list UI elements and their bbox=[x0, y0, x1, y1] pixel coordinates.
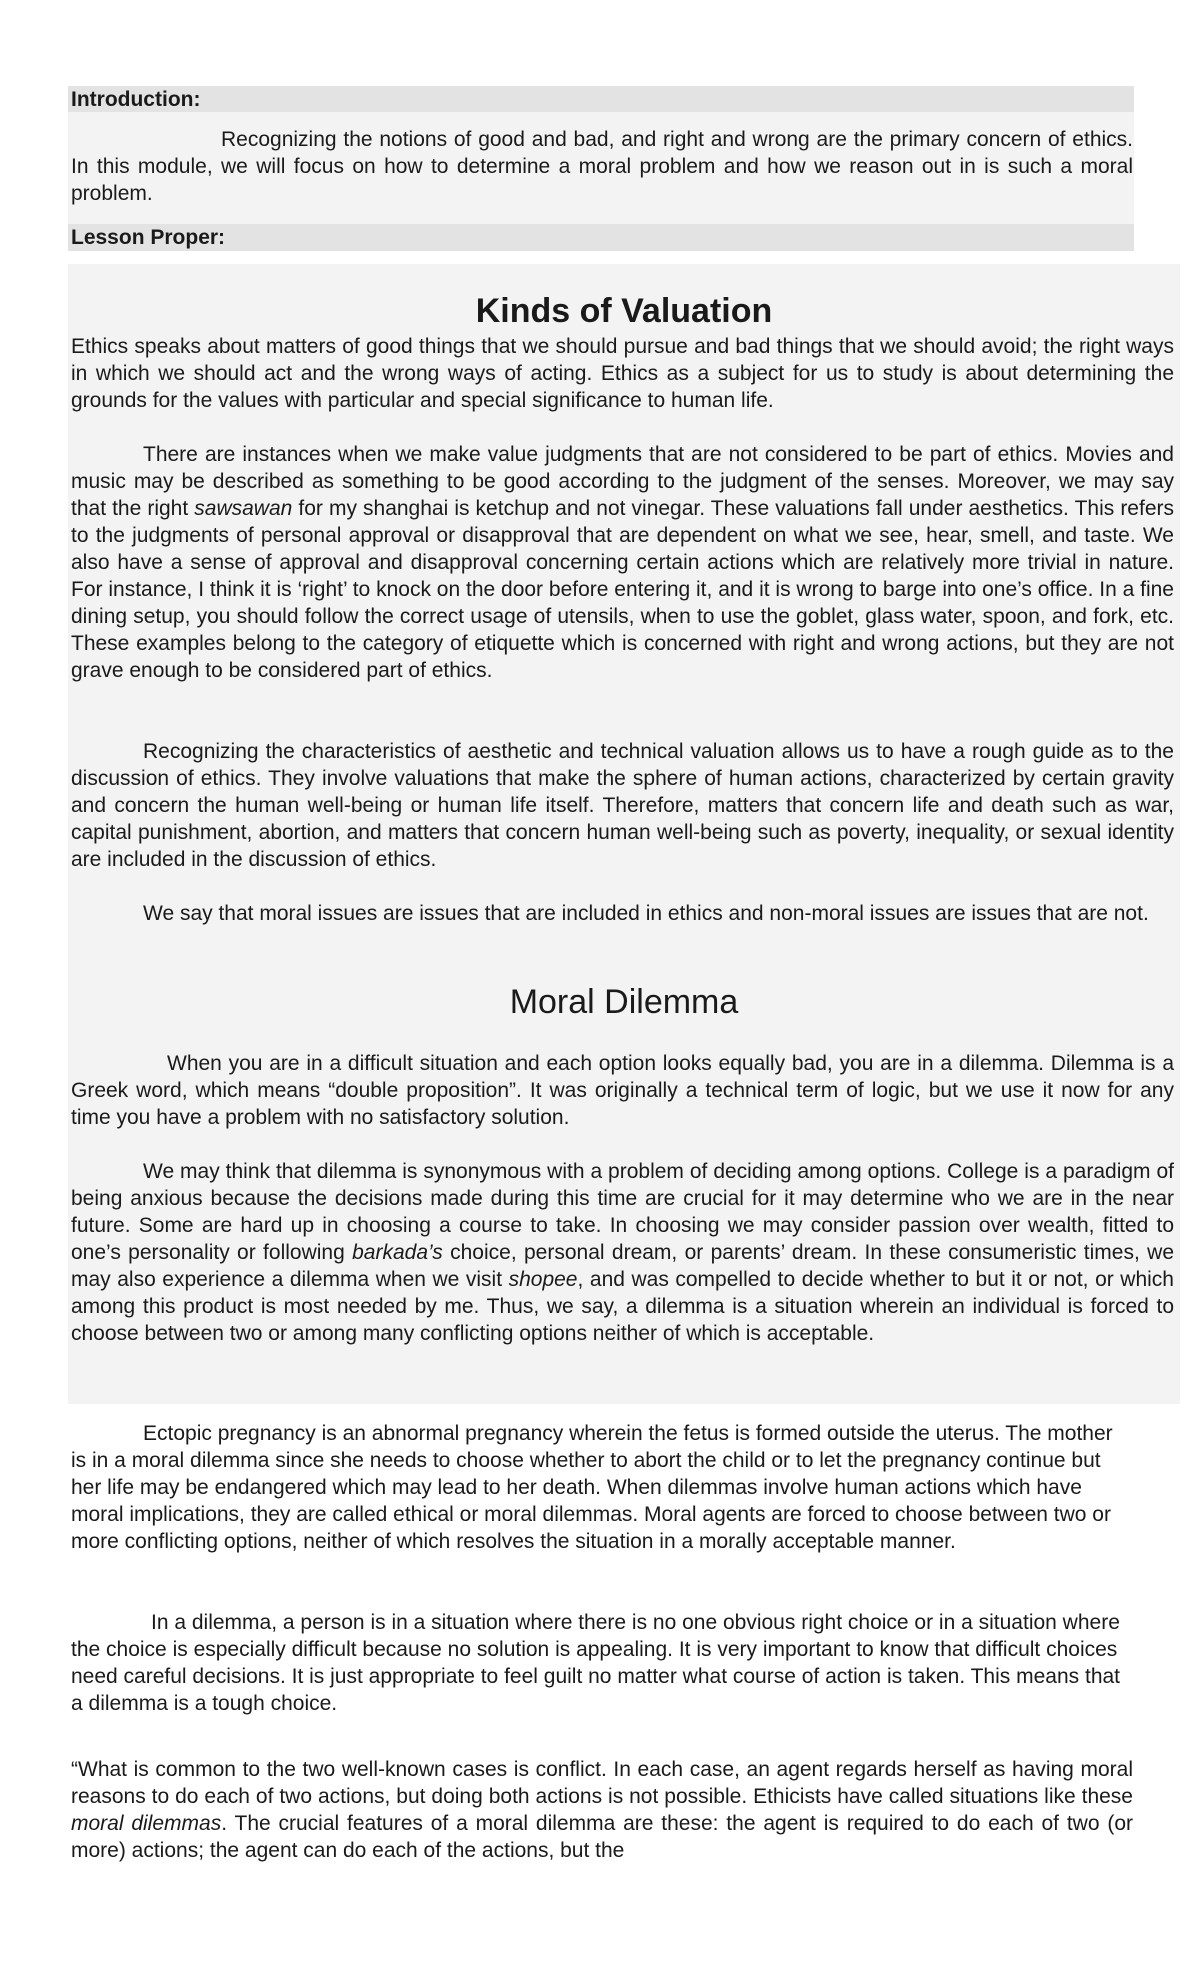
moral-dilemma-title: Moral Dilemma bbox=[509, 983, 739, 1021]
dilemma-paragraph-1: When you are in a difficult situation and each option looks equally bad, you are in a dilemma. Dilemma is a Greek word, which means “double proposition”. It was originally a technical term of logic, but we use it now for any time you have a problem with no satisfactory solution. bbox=[71, 1052, 1174, 1129]
moral-dilemmas-term: moral dilemmas bbox=[71, 1812, 222, 1835]
introduction-heading: Introduction: bbox=[68, 86, 1134, 113]
dilemma-paragraph-4: In a dilemma, a person is in a situation where there is no one obvious right choice or in a situation where the choice is especially difficult because no solution is appealing. It is very important to know that difficult choices need careful decisions. It is just appropriate to feel guilt no matter what course of action is taken. This means that a dilemma is a tough choice. bbox=[71, 1611, 1121, 1715]
dilemma-paragraph-3: Ectopic pregnancy is an abnormal pregnancy wherein the fetus is formed outside the uterus. The mother is in a moral dilemma since she needs to choose whether to abort the child or to let the pregnancy continue but her life may be endangered which may lead to her death. When dilemmas involve human actions which have moral implications, they are called ethical or moral dilemmas. Moral agents are forced to choose between two or more conflicting options, neither of which resolves the situation in a morally acceptable manner. bbox=[71, 1422, 1113, 1553]
shopee-term: shopee bbox=[508, 1268, 578, 1291]
sawsawan-term: sawsawan bbox=[194, 497, 293, 520]
kinds-paragraph-1: Ethics speaks about matters of good things that we should pursue and bad things that we should avoid; the right ways in which we should act and the wrong ways of acting. Ethics as a subject for us to study is about determining the grounds for the values with particular and special significance to human life. bbox=[71, 335, 1174, 412]
kinds-of-valuation-title: Kinds of Valuation bbox=[475, 292, 773, 330]
kinds-paragraph-3: Recognizing the characteristics of aesthetic and technical valuation allows us to have a rough guide as to the discussion of ethics. They involve valuations that make the sphere of human actions, characterized by certain gravity and concern the human well-being or human life itself. Therefore, matters that concern life and death such as war, capital punishment, abortion, and matters that concern human well-being such as poverty, inequality, or sexual identity are included in the discussion of ethics. bbox=[71, 740, 1174, 871]
dilemma-paragraph-2: We may think that dilemma is synonymous with a problem of deciding among options. College is a paradigm of being anxious because the decisions made during this time are crucial for it may determine who we are in the near future. Some are hard up in choosing a course to take. In choosing we may consider passion over wealth, fitted to one’s personality or following barkada’s choice, personal dream, or parents’ dream. In these consumeristic times, we may also experience a dilemma when we visit shopee, and was compelled to decide whether to but it or not, or which among this product is most needed by me. Thus, we say, a dilemma is a situation wherein an individual is forced to choose between two or among many conflicting options neither of which is acceptable. bbox=[71, 1160, 1174, 1345]
barkadas-term: barkada’s bbox=[352, 1241, 443, 1264]
lesson-proper-heading: Lesson Proper: bbox=[68, 224, 1134, 251]
kinds-paragraph-4: We say that moral issues are issues that are included in ethics and non-moral issues are issues that are not. bbox=[143, 902, 1149, 925]
introduction-text: Recognizing the notions of good and bad, and right and wrong are the primary concern of ethics. In this module, we will focus on how to determine a moral problem and how we reason out in is such a moral problem. bbox=[71, 128, 1133, 205]
kinds-paragraph-2: There are instances when we make value judgments that are not considered to be part of ethics. Movies and music may be described as something to be good according to the judgment of the senses. Moreover, we may say that the right sawsawan for my shanghai is ketchup and not vinegar. These valuations fall under aesthetics. This refers to the judgments of personal approval or disapproval that are dependent on what we see, hear, smell, and taste. We also have a sense of approval and disapproval concerning certain actions which are relatively more trivial in nature. For instance, I think it is ‘right’ to knock on the door before entering it, and it is wrong to barge into one’s office. In a fine dining setup, you should follow the correct usage of utensils, when to use the goblet, glass water, spoon, and fork, etc. These examples belong to the category of etiquette which is concerned with right and wrong actions, but they are not grave enough to be considered part of ethics. bbox=[71, 443, 1174, 682]
dilemma-quote-paragraph: “What is common to the two well-known cases is conflict. In each case, an agent regards herself as having moral reasons to do each of two actions, but doing both actions is not possible. Ethicists have called situations like these moral dilemmas. The crucial features of a moral dilemma are these: the agent is required to do each of two (or more) actions; the agent can do each of the actions, but the bbox=[71, 1758, 1133, 1862]
